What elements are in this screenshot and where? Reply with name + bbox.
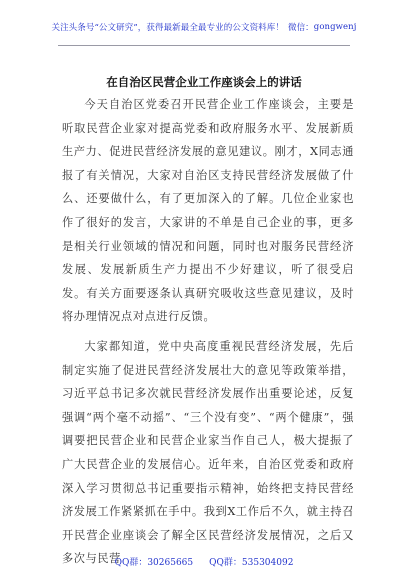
header-promo-text: 关注头条号“公文研究”，获得最新最全最专业的公文资料库！ (51, 23, 284, 33)
footer-qq-group-2: QQ群：535304092 (209, 558, 294, 568)
footer-qq-group-1: QQ群：30265665 (114, 558, 194, 568)
page-footer (0, 555, 408, 569)
document-body (62, 93, 354, 571)
document-title: 在自治区民营企业工作座谈会上的讲话 (106, 75, 302, 89)
body-paragraph: 今天自治区党委召开民营企业工作座谈会，主要是听取民营企业家对提高党委和政府服务水平、发展新质生产力、促进民营经济发展的意见建议。刚才，X同志通报了有关情况，大家对自治区支持民营经济发展做了什么、还要做什么，有了更加深入的了解。几位企业家也作了很好的发言，大家讲的不单是自己企业的事，更多是相关行业领域的情况和问题，同时也对服务民营经济发展、发展新质生产力提出不少好建议，听了很受启发。有关方面要逐条认真研究吸收这些意见建议，及时将办理情况点对点进行反馈。 (62, 98, 354, 324)
body-paragraph: 大家都知道，党中央高度重视民营经济发展，先后制定实施了促进民营经济发展壮大的意见等政策举措，习近平总书记多次就民营经济发展作出重要论述，反复强调“两个毫不动摇”、“三个没有变”、“两个健康”，强调要把民营企业和民营企业家当作自己人，极大提振了广大民营企业的发展信心。近年来，自治区党委和政府深入学习贯彻总书记重要指示精神，始终把支持民营经济发展工作紧紧抓在手中。我到X工作后不久，就主持召开民营企业座谈会了解全区民营经济发展情况，之后又多次与民营 (62, 339, 354, 566)
header-divider (58, 45, 350, 46)
header-wechat-label: 微信： (287, 23, 314, 33)
header-wechat-id: gongwenj (313, 22, 357, 32)
page-header (30, 10, 378, 44)
